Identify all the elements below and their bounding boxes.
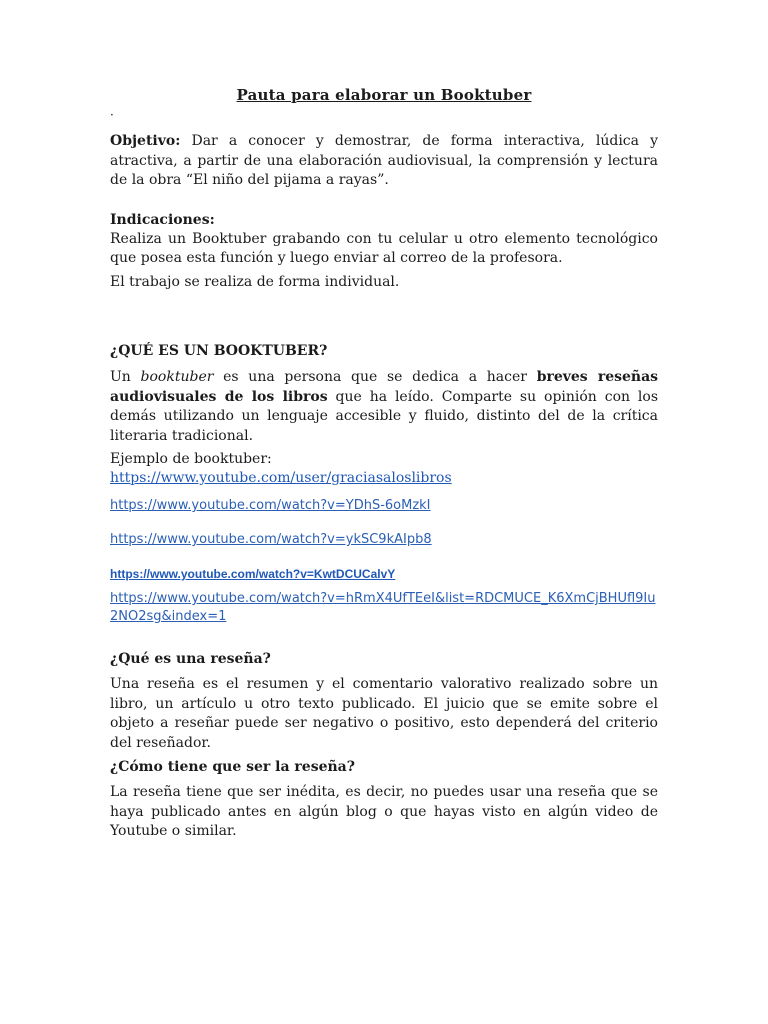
booktuber-text-2: es una persona que se dedica a hacer [213, 369, 537, 385]
objective-paragraph [110, 132, 658, 191]
review-section [110, 650, 658, 753]
booktuber-text-1: Un [110, 369, 141, 385]
example-link-2[interactable]: https://www.youtube.com/watch?v=YDhS-6oMzkI [110, 498, 431, 513]
booktuber-bold: breves reseñas audiovisuales de los libros [110, 369, 659, 405]
booktuber-text-3: que ha leído. Comparte su opinión con los demás utilizando un lenguaje accesible y fluido, distinto del de la crítica literaria tradicional. [110, 388, 659, 444]
examples-label: Ejemplo de booktuber: [110, 451, 272, 467]
objective-text: Dar a conocer y demostrar, de forma interactiva, lúdica y atractiva, a partir de una elaboración audiovisual, la comprensión y lectura de la obra “El niño del pijama a rayas”. [110, 133, 658, 188]
review-how-heading: ¿Cómo tiene que ser la reseña? [110, 759, 355, 775]
review-heading: ¿Qué es una reseña? [110, 651, 271, 667]
objective-section [110, 132, 658, 191]
stray-dot: · [110, 108, 114, 122]
example-link-4[interactable]: https://www.youtube.com/watch?v=KwtDCUCalvY [110, 567, 396, 581]
indications-text: Realiza un Booktuber grabando con tu celular u otro elemento tecnológico que posea esta función y luego enviar al correo de la profesora. [110, 231, 658, 266]
indications-section [110, 211, 658, 293]
examples-section [110, 450, 658, 470]
document-title: Pauta para elaborar un Booktuber [236, 86, 532, 104]
example-link-3[interactable]: https://www.youtube.com/watch?v=ykSC9kAIpb8 [110, 532, 432, 547]
objective-label: Objetivo: [110, 133, 181, 149]
example-link-1[interactable]: https://www.youtube.com/user/graciasaloslibros [110, 470, 452, 486]
indications-label: Indicaciones: [110, 212, 215, 228]
booktuber-section [110, 342, 658, 446]
review-how-section [110, 758, 658, 842]
example-link-5[interactable]: https://www.youtube.com/watch?v=hRmX4UfTEeI&list=RDCMUCE_K6XmCjBHUfl9Iu2NO2sg&index=1 [110, 591, 656, 624]
review-text: Una reseña es el resumen y el comentario valorativo realizado sobre un libro, un artículo u otro texto publicado. El juicio que se emite sobre el objeto a reseñar puede ser negativo o positivo, esto dependerá del criterio del reseñador. [110, 676, 658, 751]
indications-text-2: El trabajo se realiza de forma individual. [110, 274, 400, 290]
booktuber-paragraph [110, 368, 658, 446]
booktuber-heading: ¿QUÉ ES UN BOOKTUBER? [110, 343, 328, 359]
review-how-text: La reseña tiene que ser inédita, es decir, no puedes usar una reseña que se haya publicado antes en algún blog o que hayas visto en algún video de Youtube o similar. [110, 784, 658, 839]
booktuber-italic: booktuber [140, 369, 214, 385]
